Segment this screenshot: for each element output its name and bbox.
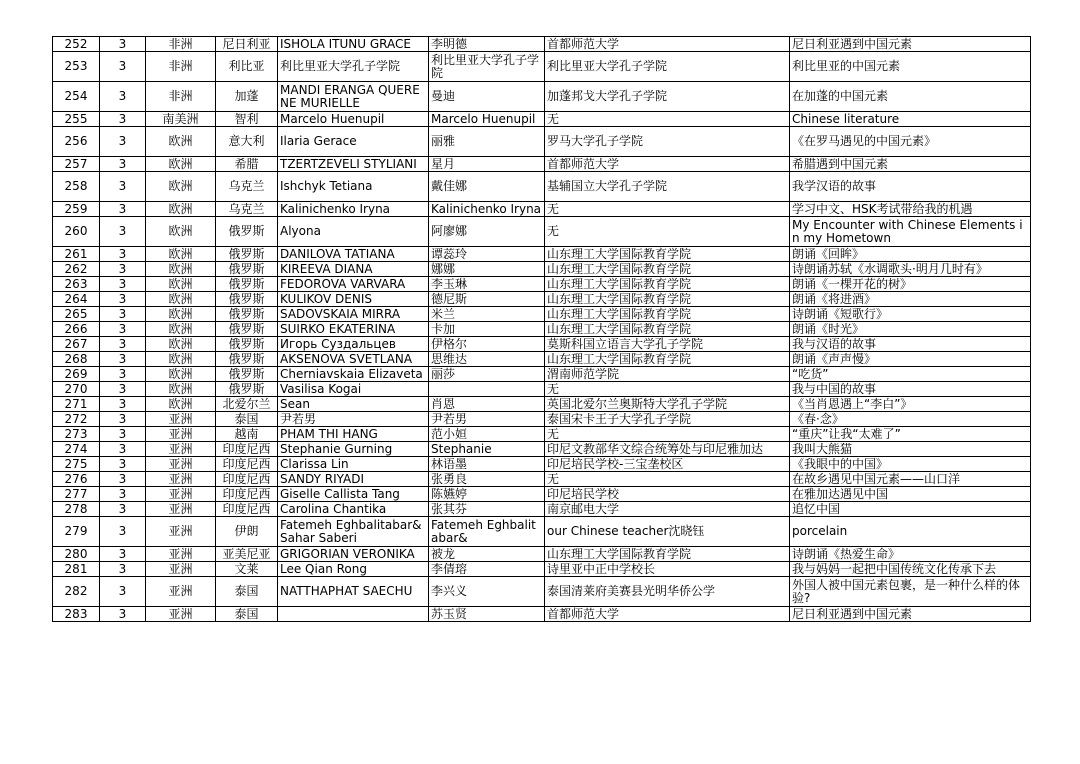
continent-cell: 欧洲 <box>146 292 216 307</box>
table-row <box>53 412 1031 427</box>
country-cell: 乌克兰 <box>216 202 278 217</box>
group-cell: 3 <box>100 367 146 382</box>
continent-cell: 欧洲 <box>146 202 216 217</box>
table-row <box>53 427 1031 442</box>
chinese-name-cell: 戴佳娜 <box>429 172 545 202</box>
country-cell: 意大利 <box>216 127 278 157</box>
name-cell: Игорь Суздальцев <box>278 337 429 352</box>
table-row <box>53 562 1031 577</box>
row-number: 255 <box>53 112 100 127</box>
group-cell: 3 <box>100 427 146 442</box>
name-cell: 尹若男 <box>278 412 429 427</box>
table-body <box>53 37 1031 622</box>
institution-cell: 无 <box>545 112 790 127</box>
row-number: 268 <box>53 352 100 367</box>
table-row <box>53 247 1031 262</box>
group-cell: 3 <box>100 577 146 607</box>
chinese-name-cell: 星月 <box>429 157 545 172</box>
title-cell: 诗朗诵《短歌行》 <box>790 307 1031 322</box>
group-cell: 3 <box>100 487 146 502</box>
country-cell: 印度尼西 <box>216 502 278 517</box>
table-row <box>53 472 1031 487</box>
row-number: 257 <box>53 157 100 172</box>
name-cell: MANDI ERANGA QUERENE MURIELLE <box>278 82 429 112</box>
group-cell: 3 <box>100 292 146 307</box>
group-cell: 3 <box>100 442 146 457</box>
continent-cell: 欧洲 <box>146 352 216 367</box>
name-cell: SADOVSKAIA MIRRA <box>278 307 429 322</box>
name-cell: GRIGORIAN VERONIKA <box>278 547 429 562</box>
row-number: 252 <box>53 37 100 52</box>
country-cell: 印度尼西 <box>216 457 278 472</box>
table-row <box>53 607 1031 622</box>
name-cell: 利比里亚大学孔子学院 <box>278 52 429 82</box>
group-cell: 3 <box>100 412 146 427</box>
table-row <box>53 157 1031 172</box>
row-number: 272 <box>53 412 100 427</box>
chinese-name-cell: 范小姮 <box>429 427 545 442</box>
group-cell: 3 <box>100 562 146 577</box>
continent-cell: 欧洲 <box>146 367 216 382</box>
title-cell: 在加蓬的中国元素 <box>790 82 1031 112</box>
document-page <box>52 36 1030 622</box>
name-cell: Vasilisa Kogai <box>278 382 429 397</box>
name-cell: FEDOROVA VARVARA <box>278 277 429 292</box>
continent-cell: 亚洲 <box>146 607 216 622</box>
table-row <box>53 352 1031 367</box>
continent-cell: 欧洲 <box>146 382 216 397</box>
group-cell: 3 <box>100 217 146 247</box>
title-cell: 尼日利亚遇到中国元素 <box>790 37 1031 52</box>
table-row <box>53 457 1031 472</box>
institution-cell: 印尼培民学校-三宝垄校区 <box>545 457 790 472</box>
country-cell: 印度尼西 <box>216 442 278 457</box>
participants-table <box>52 36 1031 622</box>
country-cell: 泰国 <box>216 577 278 607</box>
chinese-name-cell: 伊格尔 <box>429 337 545 352</box>
table-row <box>53 172 1031 202</box>
continent-cell: 亚洲 <box>146 577 216 607</box>
institution-cell: 无 <box>545 427 790 442</box>
group-cell: 3 <box>100 157 146 172</box>
title-cell: 《春·念》 <box>790 412 1031 427</box>
title-cell: 朗诵《回眸》 <box>790 247 1031 262</box>
institution-cell: 泰国宋卡王子大学孔子学院 <box>545 412 790 427</box>
institution-cell: 莫斯科国立语言大学孔子学院 <box>545 337 790 352</box>
name-cell: Kalinichenko Iryna <box>278 202 429 217</box>
row-number: 261 <box>53 247 100 262</box>
name-cell: Fatemeh Eghbalitabar& Sahar Saberi <box>278 517 429 547</box>
table-row <box>53 442 1031 457</box>
title-cell: 《在罗马遇见的中国元素》 <box>790 127 1031 157</box>
country-cell: 俄罗斯 <box>216 247 278 262</box>
chinese-name-cell: 苏玉贤 <box>429 607 545 622</box>
group-cell: 3 <box>100 127 146 157</box>
title-cell: 诗朗诵苏轼《水调歌头·明月几时有》 <box>790 262 1031 277</box>
title-cell: 我与汉语的故事 <box>790 337 1031 352</box>
title-cell: 朗诵《时光》 <box>790 322 1031 337</box>
name-cell: Giselle Callista Tang <box>278 487 429 502</box>
country-cell: 俄罗斯 <box>216 277 278 292</box>
chinese-name-cell: Marcelo Huenupil <box>429 112 545 127</box>
table-row <box>53 37 1031 52</box>
group-cell: 3 <box>100 277 146 292</box>
table-row <box>53 502 1031 517</box>
title-cell: “重庆”让我“太难了” <box>790 427 1031 442</box>
institution-cell: 无 <box>545 382 790 397</box>
table-row <box>53 277 1031 292</box>
table-row <box>53 217 1031 247</box>
chinese-name-cell: 卡加 <box>429 322 545 337</box>
country-cell: 利比亚 <box>216 52 278 82</box>
title-cell: 在雅加达遇见中国 <box>790 487 1031 502</box>
country-cell: 智利 <box>216 112 278 127</box>
row-number: 266 <box>53 322 100 337</box>
chinese-name-cell: 米兰 <box>429 307 545 322</box>
country-cell: 印度尼西 <box>216 472 278 487</box>
continent-cell: 亚洲 <box>146 442 216 457</box>
chinese-name-cell: Stephanie <box>429 442 545 457</box>
continent-cell: 非洲 <box>146 82 216 112</box>
table-row <box>53 127 1031 157</box>
row-number: 277 <box>53 487 100 502</box>
name-cell <box>278 607 429 622</box>
country-cell: 北爱尔兰 <box>216 397 278 412</box>
institution-cell: 山东理工大学国际教育学院 <box>545 352 790 367</box>
chinese-name-cell: 肖恩 <box>429 397 545 412</box>
title-cell: 外国人被中国元素包裹，是一种什么样的体验? <box>790 577 1031 607</box>
name-cell: SANDY RIYADI <box>278 472 429 487</box>
continent-cell: 亚洲 <box>146 472 216 487</box>
name-cell: Lee Qian Rong <box>278 562 429 577</box>
country-cell: 伊朗 <box>216 517 278 547</box>
chinese-name-cell: 林语墨 <box>429 457 545 472</box>
group-cell: 3 <box>100 52 146 82</box>
institution-cell: 山东理工大学国际教育学院 <box>545 547 790 562</box>
title-cell: 学习中文、HSK考试带给我的机遇 <box>790 202 1031 217</box>
title-cell: 朗诵《一棵开花的树》 <box>790 277 1031 292</box>
name-cell: Stephanie Gurning <box>278 442 429 457</box>
country-cell: 加蓬 <box>216 82 278 112</box>
continent-cell: 欧洲 <box>146 307 216 322</box>
row-number: 254 <box>53 82 100 112</box>
continent-cell: 欧洲 <box>146 262 216 277</box>
continent-cell: 欧洲 <box>146 172 216 202</box>
continent-cell: 欧洲 <box>146 157 216 172</box>
group-cell: 3 <box>100 472 146 487</box>
institution-cell: 罗马大学孔子学院 <box>545 127 790 157</box>
group-cell: 3 <box>100 337 146 352</box>
country-cell: 乌克兰 <box>216 172 278 202</box>
chinese-name-cell: 李明德 <box>429 37 545 52</box>
continent-cell: 亚洲 <box>146 412 216 427</box>
country-cell: 印度尼西 <box>216 487 278 502</box>
row-number: 260 <box>53 217 100 247</box>
continent-cell: 欧洲 <box>146 397 216 412</box>
chinese-name-cell: 思维达 <box>429 352 545 367</box>
name-cell: Ilaria Gerace <box>278 127 429 157</box>
group-cell: 3 <box>100 172 146 202</box>
row-number: 279 <box>53 517 100 547</box>
institution-cell: 利比里亚大学孔子学院 <box>545 52 790 82</box>
country-cell: 俄罗斯 <box>216 262 278 277</box>
institution-cell: 南京邮电大学 <box>545 502 790 517</box>
continent-cell: 欧洲 <box>146 337 216 352</box>
country-cell: 泰国 <box>216 412 278 427</box>
group-cell: 3 <box>100 112 146 127</box>
institution-cell: 无 <box>545 472 790 487</box>
continent-cell: 欧洲 <box>146 247 216 262</box>
institution-cell: 加蓬邦戈大学孔子学院 <box>545 82 790 112</box>
institution-cell: 渭南师范学院 <box>545 367 790 382</box>
name-cell: Ishchyk Tetiana <box>278 172 429 202</box>
institution-cell: 泰国清莱府美赛县光明华侨公学 <box>545 577 790 607</box>
name-cell: ISHOLA ITUNU GRACE <box>278 37 429 52</box>
country-cell: 俄罗斯 <box>216 217 278 247</box>
chinese-name-cell: 李倩瑢 <box>429 562 545 577</box>
title-cell: 尼日利亚遇到中国元素 <box>790 607 1031 622</box>
continent-cell: 非洲 <box>146 37 216 52</box>
institution-cell: 山东理工大学国际教育学院 <box>545 307 790 322</box>
chinese-name-cell: 谭蕊玲 <box>429 247 545 262</box>
continent-cell: 欧洲 <box>146 322 216 337</box>
name-cell: Alyona <box>278 217 429 247</box>
continent-cell: 亚洲 <box>146 517 216 547</box>
chinese-name-cell: 李兴义 <box>429 577 545 607</box>
continent-cell: 欧洲 <box>146 127 216 157</box>
row-number: 265 <box>53 307 100 322</box>
chinese-name-cell: Kalinichenko Iryna <box>429 202 545 217</box>
institution-cell: 无 <box>545 202 790 217</box>
group-cell: 3 <box>100 262 146 277</box>
chinese-name-cell: 丽雅 <box>429 127 545 157</box>
country-cell: 俄罗斯 <box>216 322 278 337</box>
chinese-name-cell: 娜娜 <box>429 262 545 277</box>
chinese-name-cell: 阿廖娜 <box>429 217 545 247</box>
institution-cell: 基辅国立大学孔子学院 <box>545 172 790 202</box>
title-cell: 我与妈妈一起把中国传统文化传承下去 <box>790 562 1031 577</box>
institution-cell: 山东理工大学国际教育学院 <box>545 277 790 292</box>
title-cell: 我与中国的故事 <box>790 382 1031 397</box>
chinese-name-cell: 德尼斯 <box>429 292 545 307</box>
row-number: 267 <box>53 337 100 352</box>
chinese-name-cell: 尹若男 <box>429 412 545 427</box>
continent-cell: 南美洲 <box>146 112 216 127</box>
institution-cell: 首都师范大学 <box>545 157 790 172</box>
group-cell: 3 <box>100 202 146 217</box>
country-cell: 尼日利亚 <box>216 37 278 52</box>
institution-cell: 山东理工大学国际教育学院 <box>545 247 790 262</box>
institution-cell: 印尼文教部华文综合统筹处与印尼雅加达 <box>545 442 790 457</box>
table-row <box>53 382 1031 397</box>
title-cell: porcelain <box>790 517 1031 547</box>
row-number: 275 <box>53 457 100 472</box>
row-number: 283 <box>53 607 100 622</box>
name-cell: Marcelo Huenupil <box>278 112 429 127</box>
institution-cell: 首都师范大学 <box>545 37 790 52</box>
name-cell: Carolina Chantika <box>278 502 429 517</box>
title-cell: “吃货” <box>790 367 1031 382</box>
institution-cell: 无 <box>545 217 790 247</box>
continent-cell: 亚洲 <box>146 502 216 517</box>
name-cell: KIREEVA DIANA <box>278 262 429 277</box>
chinese-name-cell: 张其芬 <box>429 502 545 517</box>
chinese-name-cell: 陈嬿婷 <box>429 487 545 502</box>
row-number: 258 <box>53 172 100 202</box>
title-cell: 朗诵《声声慢》 <box>790 352 1031 367</box>
name-cell: PHAM THI HANG <box>278 427 429 442</box>
country-cell: 希腊 <box>216 157 278 172</box>
table-row <box>53 82 1031 112</box>
title-cell: 在故乡遇见中国元素——山口洋 <box>790 472 1031 487</box>
row-number: 281 <box>53 562 100 577</box>
continent-cell: 亚洲 <box>146 547 216 562</box>
table-row <box>53 292 1031 307</box>
continent-cell: 欧洲 <box>146 277 216 292</box>
table-row <box>53 337 1031 352</box>
institution-cell: 山东理工大学国际教育学院 <box>545 322 790 337</box>
group-cell: 3 <box>100 547 146 562</box>
institution-cell: 首都师范大学 <box>545 607 790 622</box>
row-number: 270 <box>53 382 100 397</box>
group-cell: 3 <box>100 502 146 517</box>
row-number: 274 <box>53 442 100 457</box>
title-cell: 诗朗诵《热爱生命》 <box>790 547 1031 562</box>
row-number: 262 <box>53 262 100 277</box>
table-row <box>53 547 1031 562</box>
title-cell: 朗诵《将进酒》 <box>790 292 1031 307</box>
continent-cell: 非洲 <box>146 52 216 82</box>
group-cell: 3 <box>100 607 146 622</box>
group-cell: 3 <box>100 397 146 412</box>
title-cell: 《我眼中的中国》 <box>790 457 1031 472</box>
institution-cell: 印尼培民学校 <box>545 487 790 502</box>
row-number: 259 <box>53 202 100 217</box>
group-cell: 3 <box>100 457 146 472</box>
continent-cell: 亚洲 <box>146 427 216 442</box>
table-row <box>53 307 1031 322</box>
country-cell: 越南 <box>216 427 278 442</box>
country-cell: 文莱 <box>216 562 278 577</box>
title-cell: 希腊遇到中国元素 <box>790 157 1031 172</box>
title-cell: 利比里亚的中国元素 <box>790 52 1031 82</box>
continent-cell: 亚洲 <box>146 562 216 577</box>
name-cell: TZERTZEVELI STYLIANI <box>278 157 429 172</box>
country-cell: 俄罗斯 <box>216 367 278 382</box>
continent-cell: 亚洲 <box>146 487 216 502</box>
table-row <box>53 322 1031 337</box>
chinese-name-cell: 李玉琳 <box>429 277 545 292</box>
group-cell: 3 <box>100 382 146 397</box>
row-number: 264 <box>53 292 100 307</box>
chinese-name-cell: Fatemeh Eghbalitabar& <box>429 517 545 547</box>
title-cell: 追忆中国 <box>790 502 1031 517</box>
name-cell: DANILOVA TATIANA <box>278 247 429 262</box>
country-cell: 俄罗斯 <box>216 382 278 397</box>
chinese-name-cell: 被龙 <box>429 547 545 562</box>
title-cell: Chinese literature <box>790 112 1031 127</box>
name-cell: AKSENOVA SVETLANA <box>278 352 429 367</box>
table-row <box>53 202 1031 217</box>
country-cell: 俄罗斯 <box>216 292 278 307</box>
country-cell: 亚美尼亚 <box>216 547 278 562</box>
row-number: 263 <box>53 277 100 292</box>
group-cell: 3 <box>100 247 146 262</box>
chinese-name-cell <box>429 382 545 397</box>
table-row <box>53 487 1031 502</box>
country-cell: 俄罗斯 <box>216 307 278 322</box>
title-cell: 《当肖恩遇上“李白”》 <box>790 397 1031 412</box>
title-cell: My Encounter with Chinese Elements in my Hometown <box>790 217 1031 247</box>
group-cell: 3 <box>100 37 146 52</box>
table-row <box>53 52 1031 82</box>
table-row <box>53 397 1031 412</box>
chinese-name-cell: 张勇良 <box>429 472 545 487</box>
title-cell: 我学汉语的故事 <box>790 172 1031 202</box>
group-cell: 3 <box>100 307 146 322</box>
group-cell: 3 <box>100 517 146 547</box>
group-cell: 3 <box>100 82 146 112</box>
row-number: 278 <box>53 502 100 517</box>
country-cell: 泰国 <box>216 607 278 622</box>
country-cell: 俄罗斯 <box>216 337 278 352</box>
row-number: 273 <box>53 427 100 442</box>
name-cell: Cherniavskaia Elizaveta <box>278 367 429 382</box>
row-number: 256 <box>53 127 100 157</box>
continent-cell: 欧洲 <box>146 217 216 247</box>
table-row <box>53 577 1031 607</box>
name-cell: SUIRKO EKATERINA <box>278 322 429 337</box>
chinese-name-cell: 利比里亚大学孔子学院 <box>429 52 545 82</box>
row-number: 280 <box>53 547 100 562</box>
institution-cell: 山东理工大学国际教育学院 <box>545 292 790 307</box>
row-number: 282 <box>53 577 100 607</box>
table-row <box>53 367 1031 382</box>
name-cell: Clarissa Lin <box>278 457 429 472</box>
row-number: 253 <box>53 52 100 82</box>
institution-cell: our Chinese teacher沈晓钰 <box>545 517 790 547</box>
name-cell: NATTHAPHAT SAECHU <box>278 577 429 607</box>
chinese-name-cell: 曼迪 <box>429 82 545 112</box>
continent-cell: 亚洲 <box>146 457 216 472</box>
group-cell: 3 <box>100 352 146 367</box>
table-row <box>53 517 1031 547</box>
row-number: 276 <box>53 472 100 487</box>
name-cell: Sean <box>278 397 429 412</box>
institution-cell: 山东理工大学国际教育学院 <box>545 262 790 277</box>
title-cell: 我叫大熊猫 <box>790 442 1031 457</box>
row-number: 269 <box>53 367 100 382</box>
group-cell: 3 <box>100 322 146 337</box>
institution-cell: 诗里亚中正中学校长 <box>545 562 790 577</box>
row-number: 271 <box>53 397 100 412</box>
table-row <box>53 112 1031 127</box>
institution-cell: 英国北爱尔兰奥斯特大学孔子学院 <box>545 397 790 412</box>
table-row <box>53 262 1031 277</box>
name-cell: KULIKOV DENIS <box>278 292 429 307</box>
country-cell: 俄罗斯 <box>216 352 278 367</box>
chinese-name-cell: 丽莎 <box>429 367 545 382</box>
